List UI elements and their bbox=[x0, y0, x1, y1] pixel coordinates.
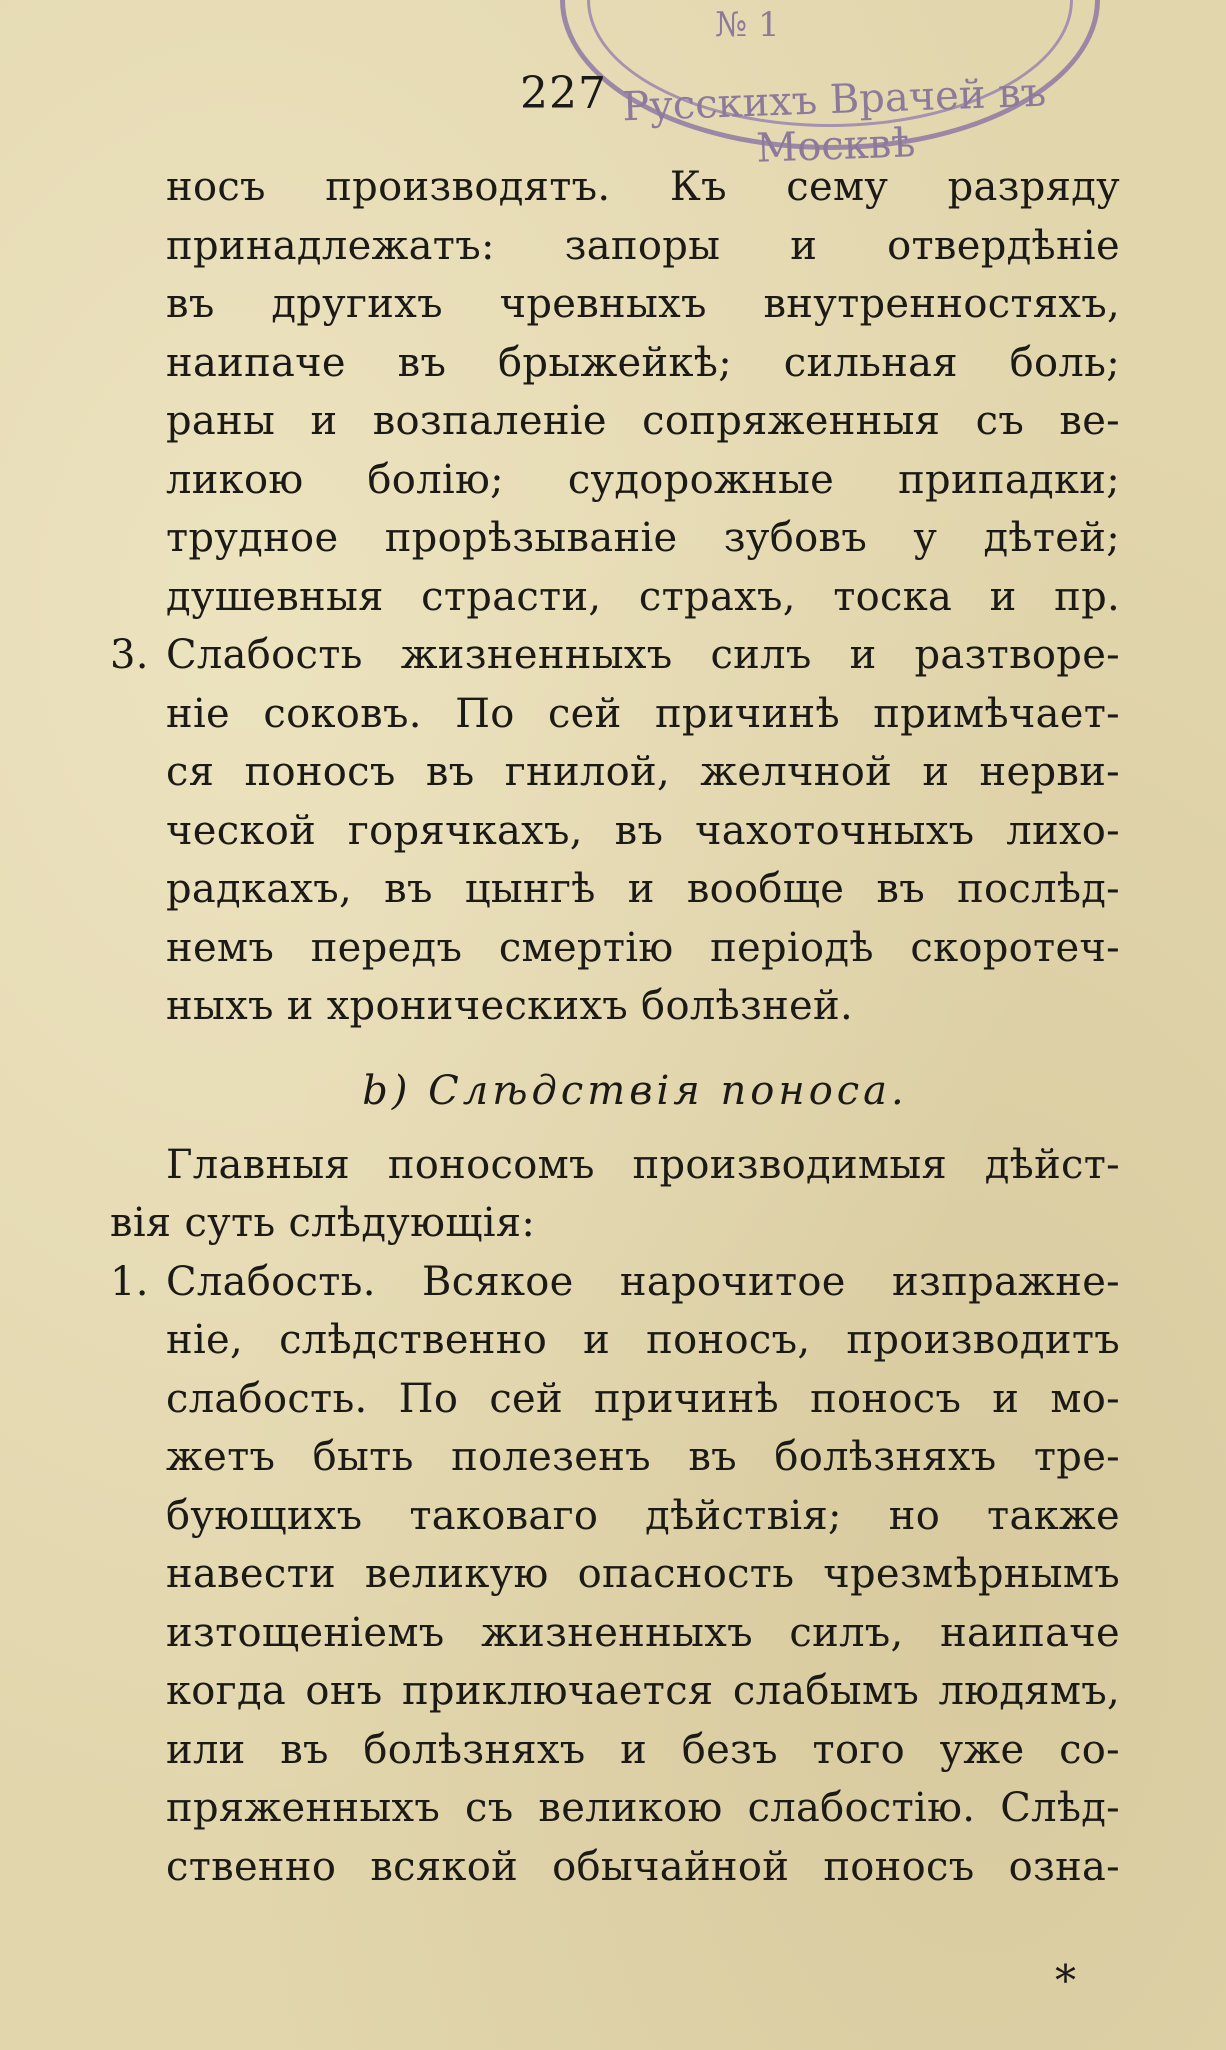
signature-mark: * bbox=[1055, 1956, 1076, 2005]
text-line: въ другихъ чревныхъ внутренностяхъ, bbox=[166, 281, 1120, 327]
text-line: ніе соковъ. По сей причинѣ примѣчает- bbox=[166, 690, 1120, 737]
text-line: трудное прорѣзываніе зубовъ у дѣтей; bbox=[166, 515, 1120, 561]
text-line: бующихъ таковаго дѣйствія; но также bbox=[166, 1492, 1120, 1539]
section-heading: b) Слѣдствія поноса. bbox=[362, 1067, 908, 1114]
library-stamp bbox=[560, 0, 1100, 172]
text-line: навести великую опасность чрезмѣрнымъ bbox=[166, 1551, 1120, 1597]
text-line: ческой горячкахъ, въ чахоточныхъ лихо- bbox=[166, 807, 1120, 854]
text-line: ніе, слѣдственно и поносъ, производитъ bbox=[166, 1317, 1120, 1363]
list-number: 1. bbox=[110, 1258, 149, 1305]
text-line: душевныя страсти, страхъ, тоска и пр. bbox=[166, 573, 1120, 620]
text-line: Слабость жизненныхъ силъ и разтворе- bbox=[166, 632, 1120, 678]
text-line: жетъ быть полезенъ въ болѣзняхъ тре- bbox=[166, 1434, 1120, 1480]
page-number: 227 bbox=[520, 68, 607, 119]
text-line: Слабость. Всякое нарочитое изпражне- bbox=[166, 1258, 1120, 1305]
text-line: принадлежатъ: запоры и отвердѣніе bbox=[166, 222, 1120, 269]
text-line: ся поносъ въ гнилой, желчной и нерви- bbox=[166, 749, 1120, 795]
text-line: ликою болію; судорожные припадки; bbox=[166, 456, 1120, 503]
list-item-1 bbox=[110, 1253, 1120, 1312]
text-line: когда онъ приключается слабымъ людямъ, bbox=[166, 1668, 1120, 1714]
text-line: радкахъ, въ цынгѣ и вообще въ послѣд- bbox=[166, 866, 1120, 912]
text-line: изтощеніемъ жизненныхъ силъ, наипаче bbox=[166, 1609, 1120, 1656]
list-number: 3. bbox=[110, 632, 149, 678]
text-line: или въ болѣзняхъ и безъ того уже со- bbox=[166, 1726, 1120, 1773]
page-text bbox=[110, 158, 1120, 1896]
text-line: наипаче въ брыжейкѣ; сильная боль; bbox=[166, 339, 1120, 386]
list-item-3 bbox=[110, 626, 1120, 685]
text-line: ственно всякой обычайной поносъ озна- bbox=[166, 1843, 1120, 1890]
stamp-number: № 1 bbox=[715, 5, 780, 45]
text-line: ныхъ и хроническихъ болѣзней. bbox=[166, 983, 853, 1029]
text-line: слабость. По сей причинѣ поносъ и мо- bbox=[166, 1375, 1120, 1422]
text-line: вія суть слѣдующія: bbox=[110, 1200, 536, 1246]
stamp-text: Русскихъ Врачей въ Москвѣ bbox=[621, 69, 1047, 172]
text-line: немъ передъ смертію періодѣ скоротеч- bbox=[166, 924, 1120, 971]
text-line: носъ производятъ. Къ сему разряду bbox=[166, 164, 1120, 210]
text-line: раны и возпаленіе сопряженныя съ ве- bbox=[166, 398, 1120, 444]
text-line: Главныя поносомъ производимыя дѣйст- bbox=[166, 1141, 1120, 1188]
text-line: пряженныхъ съ великою слабостію. Слѣд- bbox=[166, 1785, 1120, 1831]
